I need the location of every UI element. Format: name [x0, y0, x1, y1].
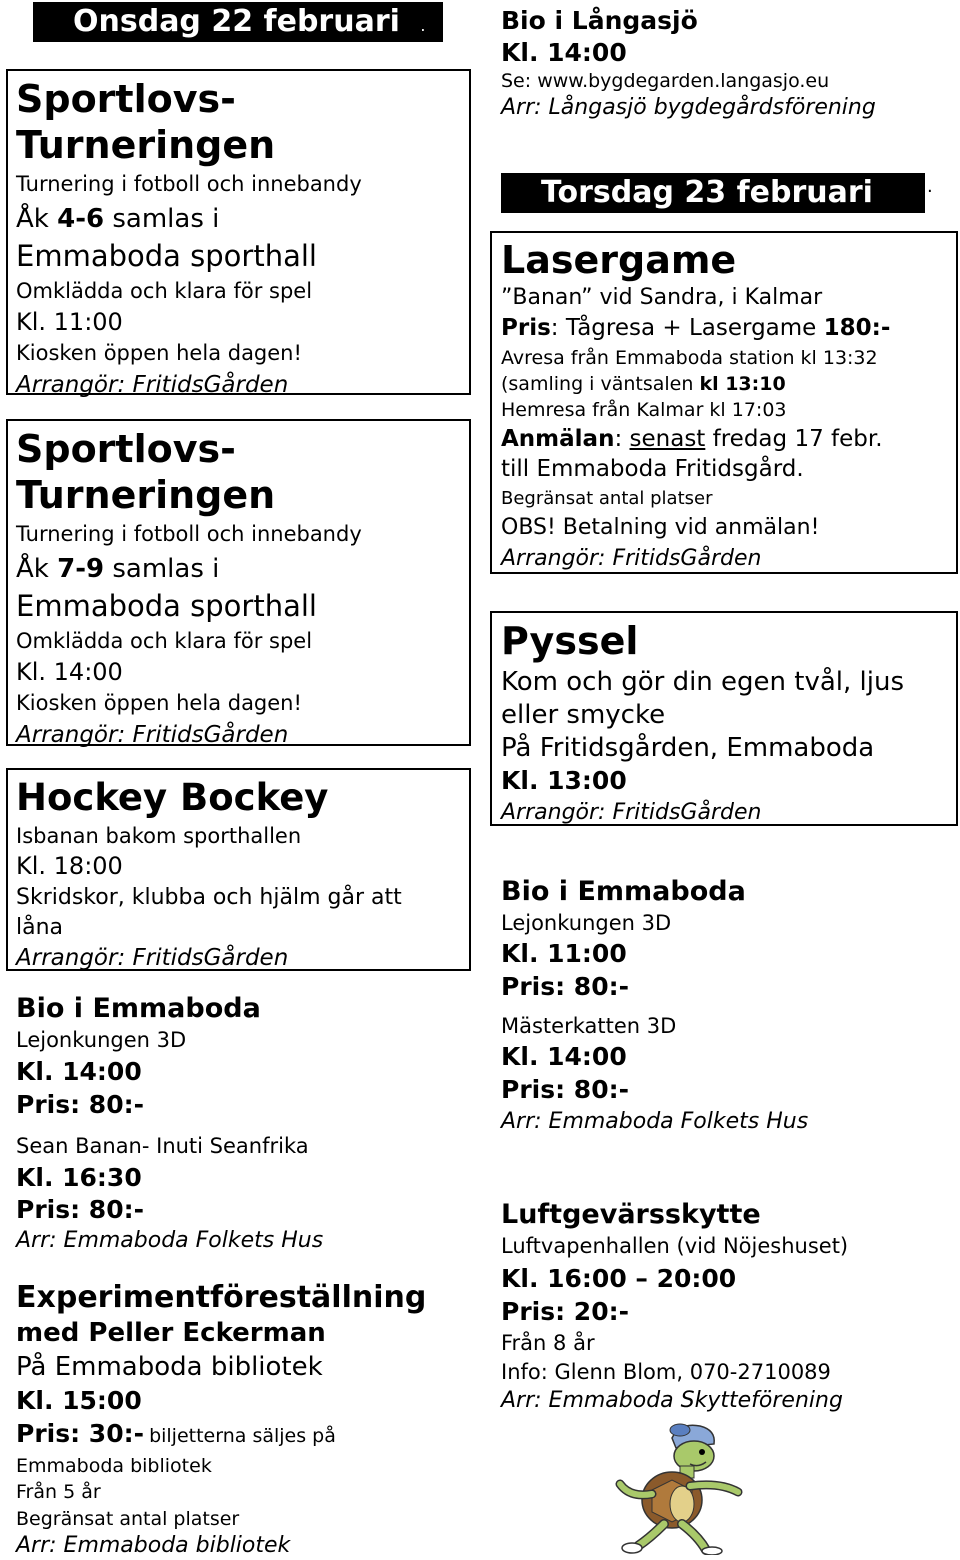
event-organizer: Arrangör: FritidsGården	[16, 372, 289, 398]
event-price: Pris: 30:-	[16, 1419, 144, 1448]
gather-time: kl 13:10	[699, 373, 786, 395]
grade-prefix: Åk	[16, 204, 49, 234]
event-title: Lasergame	[501, 238, 737, 282]
event-depart: Avresa från Emmaboda station kl 13:32	[501, 347, 878, 369]
event-lasergame-content	[501, 236, 890, 574]
event-place: På Fritidsgården, Emmaboda	[501, 733, 875, 763]
event-price: Pris: 80:-	[16, 1090, 144, 1119]
event-bio-langasjo	[501, 4, 876, 122]
event-grade	[16, 201, 362, 237]
event-desc: eller smycke	[501, 700, 666, 730]
event-kiosk: Kiosken öppen hela dagen!	[16, 691, 302, 715]
event-time: Kl. 11:00	[501, 939, 627, 968]
event-time: Kl. 14:00	[16, 1057, 142, 1086]
event-time: Kl. 13:00	[501, 766, 627, 795]
event-limit: Begränsat antal platser	[16, 1508, 240, 1530]
event-info: Info: Glenn Blom, 070-2710089	[501, 1360, 831, 1384]
event-signup-place: till Emmaboda Fritidsgård.	[501, 456, 804, 482]
event-pyssel-content	[501, 617, 904, 829]
event-price: Pris: 20:-	[501, 1297, 629, 1326]
event-title: Turneringen	[16, 473, 276, 517]
event-place: Emmaboda sporthall	[16, 239, 317, 273]
event-time: Kl. 16:00 – 20:00	[501, 1264, 737, 1293]
grade-prefix: Åk	[16, 554, 49, 584]
event-time: Kl. 14:00	[501, 1042, 627, 1071]
event-time: Kl. 15:00	[16, 1386, 142, 1415]
film-title: Sean Banan- Inuti Seanfrika	[16, 1134, 309, 1158]
event-desc: låna	[16, 915, 64, 940]
day-label: Onsdag 22 februari	[73, 4, 400, 39]
turtle-illustration	[580, 1420, 760, 1555]
event-signup	[501, 424, 890, 454]
event-age: Från 8 år	[501, 1331, 595, 1355]
signup-colon: :	[614, 426, 630, 452]
event-time: Kl. 11:00	[16, 308, 123, 336]
signup-date: fredag 17 febr.	[705, 426, 883, 452]
grade-value: 4-6	[57, 204, 105, 234]
signup-latest: senast	[629, 426, 706, 452]
event-price-note: biljetterna säljes på	[149, 1425, 336, 1447]
event-title: Bio i Långasjö	[501, 6, 698, 35]
price-value: 180:-	[823, 315, 891, 341]
event-grade	[16, 551, 362, 587]
event-luftgevar	[501, 1198, 848, 1416]
event-note: Omklädda och klara för spel	[16, 279, 313, 303]
event-title: Pyssel	[501, 619, 639, 663]
price-text: : Tågresa + Lasergame	[550, 315, 824, 341]
event-website: Se: www.bygdegarden.langasjo.eu	[501, 70, 830, 92]
event-time: Kl. 18:00	[16, 852, 123, 880]
event-title: Experimentföreställning	[16, 1280, 427, 1315]
price-label: Pris	[501, 315, 551, 341]
event-title: Sportlovs-	[16, 427, 236, 471]
event-time: Kl. 16:30	[16, 1163, 142, 1192]
event-organizer: Arrangör: FritidsGården	[501, 800, 762, 825]
film-title: Lejonkungen 3D	[16, 1028, 187, 1052]
event-title: Bio i Emmaboda	[16, 993, 261, 1024]
event-age: Från 5 år	[16, 1481, 101, 1503]
event-organizer: Arr: Emmaboda Skytteförening	[501, 1388, 843, 1413]
day-dot: .	[927, 176, 933, 197]
event-price-line	[501, 312, 890, 345]
event-organizer: Arrangör: FritidsGården	[16, 722, 289, 748]
event-title: Turneringen	[16, 123, 276, 167]
event-gather	[501, 371, 890, 397]
day-dot: .	[420, 16, 426, 35]
event-organizer: Arrangör: FritidsGården	[16, 945, 289, 971]
event-note: Omklädda och klara för spel	[16, 629, 313, 653]
event-title: Luftgevärsskytte	[501, 1199, 761, 1230]
event-title: Bio i Emmaboda	[501, 876, 746, 907]
event-organizer: Arrangör: FritidsGården	[501, 546, 762, 571]
event-bio-emmaboda-wed	[16, 993, 323, 1256]
event-desc: Turnering i fotboll och innebandy	[16, 522, 362, 546]
event-price-line	[16, 1417, 426, 1453]
event-hockey-content	[16, 774, 402, 973]
event-kiosk: Kiosken öppen hela dagen!	[16, 341, 302, 365]
event-experiment	[16, 1280, 426, 1560]
event-place: Luftvapenhallen (vid Nöjeshuset)	[501, 1234, 849, 1258]
event-sportlov-7-9-content	[16, 426, 362, 751]
day-header-thursday	[501, 173, 925, 213]
gather-text: (samling i väntsalen	[501, 373, 700, 395]
event-time: Kl. 14:00	[501, 38, 627, 67]
event-organizer: Arr: Emmaboda bibliotek	[16, 1533, 291, 1558]
grade-suffix: samlas i	[112, 554, 220, 584]
day-header-wednesday	[33, 2, 443, 42]
event-obs: OBS! Betalning vid anmälan!	[501, 515, 820, 540]
event-price-note: Emmaboda bibliotek	[16, 1455, 212, 1477]
event-subtitle: med Peller Eckerman	[16, 1318, 326, 1348]
event-bio-emmaboda-thu	[501, 876, 808, 1137]
event-limit: Begränsat antal platser	[501, 488, 713, 509]
event-time: Kl. 14:00	[16, 658, 123, 686]
film-title: Lejonkungen 3D	[501, 911, 672, 935]
event-place: På Emmaboda bibliotek	[16, 1352, 323, 1382]
event-organizer: Arr: Emmaboda Folkets Hus	[501, 1109, 809, 1134]
event-return: Hemresa från Kalmar kl 17:03	[501, 399, 787, 421]
event-desc: ”Banan” vid Sandra, i Kalmar	[501, 285, 823, 310]
grade-value: 7-9	[57, 554, 105, 584]
event-title: Hockey Bockey	[16, 776, 329, 819]
event-organizer: Arr: Emmaboda Folkets Hus	[16, 1228, 324, 1253]
day-label: Torsdag 23 februari	[541, 175, 873, 210]
grade-suffix: samlas i	[112, 204, 220, 234]
event-price: Pris: 80:-	[501, 972, 629, 1001]
event-price: Pris: 80:-	[501, 1075, 629, 1104]
event-title: Sportlovs-	[16, 77, 236, 121]
event-organizer: Arr: Långasjö bygdegårdsförening	[501, 95, 876, 120]
film-title: Mästerkatten 3D	[501, 1014, 677, 1038]
event-desc: Kom och gör din egen tvål, ljus	[501, 667, 905, 697]
event-desc: Skridskor, klubba och hjälm går att	[16, 885, 402, 910]
event-price: Pris: 80:-	[16, 1195, 144, 1224]
signup-label: Anmälan	[501, 426, 615, 452]
event-sportlov-4-6-content	[16, 76, 362, 401]
event-place: Isbanan bakom sporthallen	[16, 824, 302, 848]
event-desc: Turnering i fotboll och innebandy	[16, 172, 362, 196]
event-place: Emmaboda sporthall	[16, 589, 317, 623]
